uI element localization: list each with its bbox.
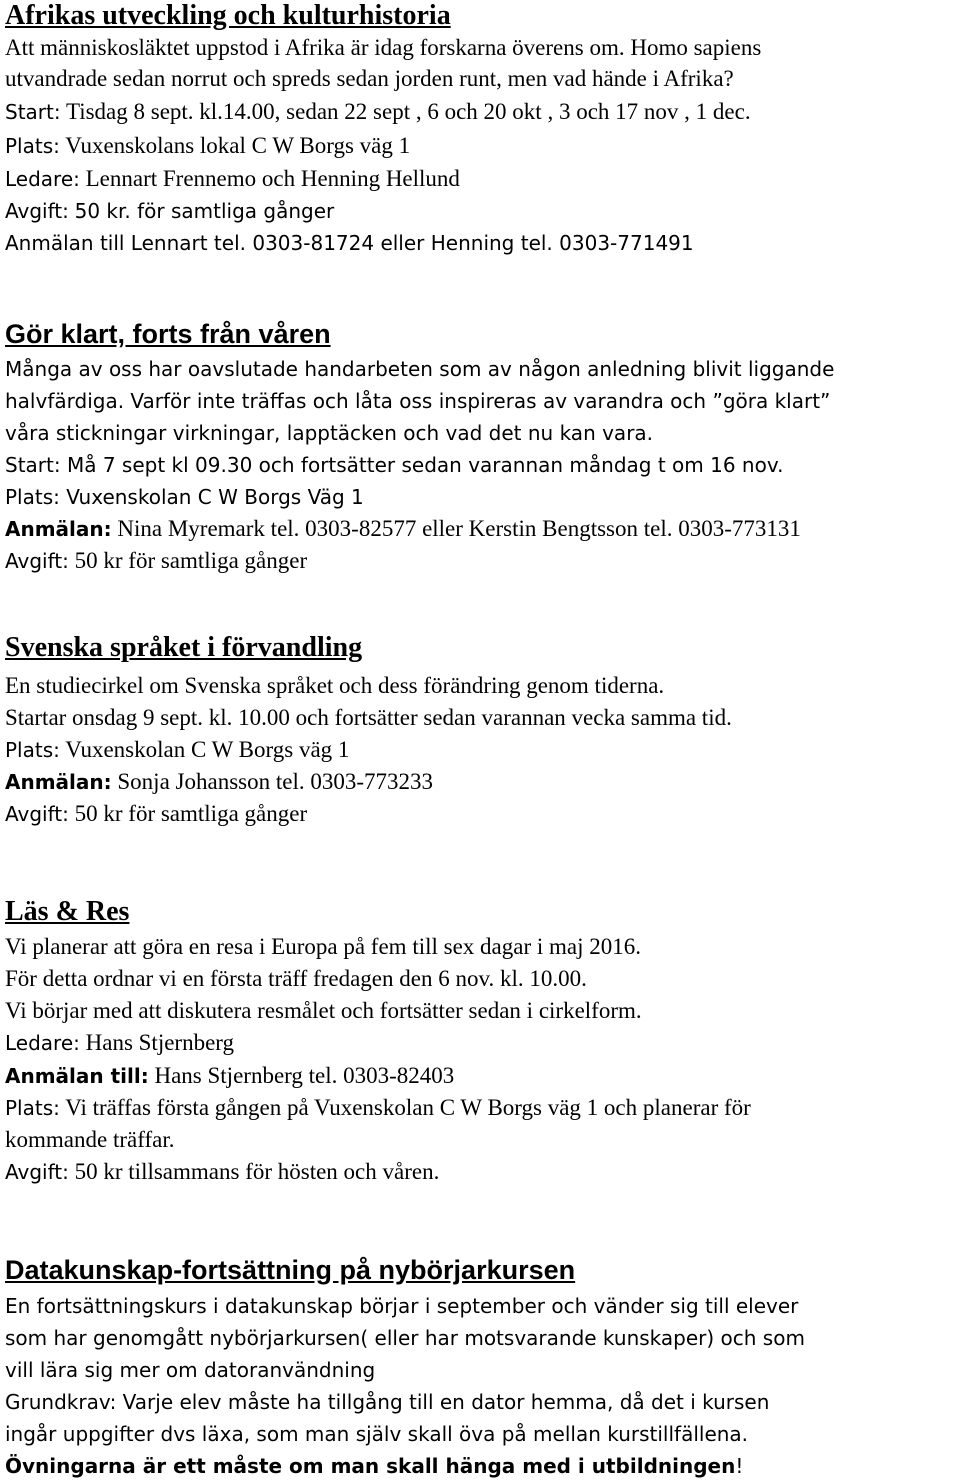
avgift-label: Avgift: <box>5 199 69 223</box>
anmalan-label: Anmälan: <box>5 770 112 794</box>
avgift-value: 50 kr tillsammans för hösten och våren. <box>74 1159 440 1184</box>
body-line: ingår uppgifter dvs läxa, som man själv skall öva på mellan kurstillfällena. <box>5 1422 749 1446</box>
body-line: En studiecirkel om Svenska språket och dess förändring genom tiderna. <box>5 673 665 698</box>
plats-value: Vuxenskolan C W Borgs Väg 1 <box>66 485 364 509</box>
plats-label: Plats: <box>5 1096 60 1120</box>
start-value: Tisdag 8 sept. kl.14.00, sedan 22 sept , 6 och 20 okt , 3 och 17 nov , 1 dec. <box>65 99 751 124</box>
plats-value: Vi träffas första gången på Vuxenskolan C W Borgs väg 1 och planerar för <box>65 1095 751 1120</box>
body-line: Grundkrav: Varje elev måste ha tillgång till en dator hemma, då det i kursen <box>5 1390 770 1414</box>
section-heading-las-res: Läs & Res <box>5 896 130 927</box>
anmalan-label: Anmälan: <box>5 517 112 541</box>
anmalan-line: Anmälan till Lennart tel. 0303-81724 eller Henning tel. 0303-771491 <box>5 231 694 255</box>
body-line: som har genomgått nybörjarkursen( eller har motsvarande kunskaper) och som <box>5 1326 805 1350</box>
anmalan-line <box>5 515 801 543</box>
anmalan-line <box>5 1062 454 1090</box>
section-heading-afrika: Afrikas utveckling och kulturhistoria <box>5 0 451 31</box>
body-line: Startar onsdag 9 sept. kl. 10.00 och fortsätter sedan varannan vecka samma tid. <box>5 705 732 730</box>
start-value: Må 7 sept kl 09.30 och fortsätter sedan varannan måndag t om 16 nov. <box>66 453 784 477</box>
ledare-label: Ledare: <box>5 167 80 191</box>
avgift-value: 50 kr för samtliga gånger <box>74 548 308 573</box>
body-line: En fortsättningskurs i datakunskap börjar i september och vänder sig till elever <box>5 1294 799 1318</box>
avgift-line <box>5 197 334 225</box>
plats-line <box>5 132 410 160</box>
start-line <box>5 98 751 126</box>
avgift-label: Avgift: <box>5 802 69 826</box>
plats-line <box>5 483 364 511</box>
section-heading-svenska-spraket: Svenska språket i förvandling <box>5 632 363 663</box>
anmalan-value: Nina Myremark tel. 0303-82577 eller Kerstin Bengtsson tel. 0303-773131 <box>117 516 801 541</box>
body-line: halvfärdiga. Varför inte träffas och låta oss inspireras av varandra och ”göra klart” <box>5 389 831 413</box>
body-line: utvandrade sedan norrut och spreds sedan jorden runt, men vad hände i Afrika? <box>5 66 734 91</box>
ledare-label: Ledare: <box>5 1031 80 1055</box>
section-heading-datakunskap: Datakunskap-fortsättning på nybörjarkursen <box>5 1255 576 1285</box>
plats-line <box>5 1094 751 1122</box>
ledare-line <box>5 165 460 193</box>
ledare-line <box>5 1029 234 1057</box>
start-label: Start: <box>5 100 61 124</box>
body-line: För detta ordnar vi en första träff fredagen den 6 nov. kl. 10.00. <box>5 966 587 991</box>
ledare-value: Hans Stjernberg <box>85 1030 235 1055</box>
avgift-label: Avgift: <box>5 549 69 573</box>
section-heading-gor-klart: Gör klart, forts från våren <box>5 319 331 349</box>
body-line: Många av oss har oavslutade handarbeten som av någon anledning blivit liggande <box>5 357 835 381</box>
body-line: Att människosläktet uppstod i Afrika är idag forskarna överens om. Homo sapiens <box>5 35 762 60</box>
anmalan-value: Hans Stjernberg tel. 0303-82403 <box>154 1063 455 1088</box>
anmalan-line <box>5 768 433 796</box>
avgift-line <box>5 800 307 828</box>
avgift-value: 50 kr för samtliga gånger <box>74 801 308 826</box>
plats-value: Vuxenskolan C W Borgs väg 1 <box>65 737 350 762</box>
body-line: vill lära sig mer om datoranvändning <box>5 1358 376 1382</box>
start-line <box>5 451 783 479</box>
plats-line <box>5 736 349 764</box>
anmalan-value: Sonja Johansson tel. 0303-773233 <box>117 769 433 794</box>
body-line: Vi planerar att göra en resa i Europa på fem till sex dagar i maj 2016. <box>5 934 641 959</box>
start-label: Start: <box>5 453 61 477</box>
plats-label: Plats: <box>5 134 60 158</box>
plats-line-cont: kommande träffar. <box>5 1127 175 1152</box>
avgift-label: Avgift: <box>5 1160 69 1184</box>
body-line: Vi börjar med att diskutera resmålet och fortsätter sedan i cirkelform. <box>5 998 642 1023</box>
emphasis-line <box>5 1452 743 1480</box>
plats-value: Vuxenskolans lokal C W Borgs väg 1 <box>65 133 411 158</box>
emphasis-text: Övningarna är ett måste om man skall hänga med i utbildningen <box>5 1454 736 1478</box>
avgift-line <box>5 1158 439 1186</box>
ledare-value: Lennart Frennemo och Henning Hellund <box>85 166 460 191</box>
plats-label: Plats: <box>5 485 60 509</box>
plats-label: Plats: <box>5 738 60 762</box>
anmalan-label: Anmälan till: <box>5 1064 149 1088</box>
avgift-line <box>5 547 307 575</box>
exclamation-mark: ! <box>735 1454 744 1478</box>
body-line: våra stickningar virkningar, lapptäcken och vad det nu kan vara. <box>5 421 654 445</box>
avgift-value: 50 kr. för samtliga gånger <box>74 199 335 223</box>
